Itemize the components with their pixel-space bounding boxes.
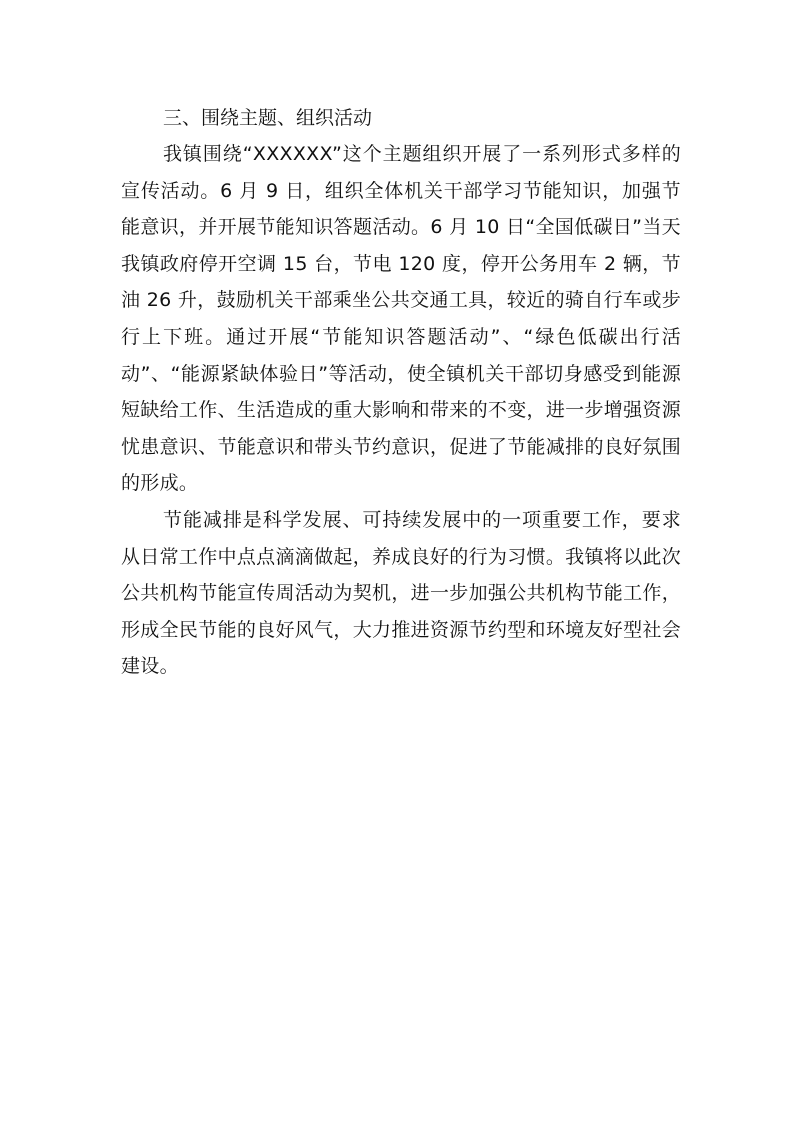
- document-body: [121, 100, 681, 685]
- section-heading: 三、围绕主题、组织活动: [163, 107, 373, 129]
- paragraph-conclusion: 节能减排是科学发展、可持续发展中的一项重要工作，要求从日常工作中点点滴滴做起，养成良好的行为习惯。我镇将以此次公共机构节能宣传周活动为契机，进一步加强公共机构节能工作，形成全民节能的良好风气，大力推进资源节约型和环境友好型社会建设。: [121, 508, 681, 678]
- paragraph-activities: 我镇围绕“XXXXXX”这个主题组织开展了一系列形式多样的宣传活动。6 月 9 日，组织全体机关干部学习节能知识，加强节能意识，并开展节能知识答题活动。6 月 10 日“全国低碳日”当天我镇政府停开空调 15 台，节电 120 度，停开公务用车 2 辆，节油 26 升，鼓励机关干部乘坐公共交通工具，较近的骑自行车或步行上下班。通过开展“节能知识答题活动”、“绿色低碳出行活动”、“能源紧缺体验日”等活动，使全镇机关干部切身感受到能源短缺给工作、生活造成的重大影响和带来的不变，进一步增强资源忧患意识、节能意识和带头节约意识，促进了节能减排的良好氛围的形成。: [121, 143, 681, 495]
